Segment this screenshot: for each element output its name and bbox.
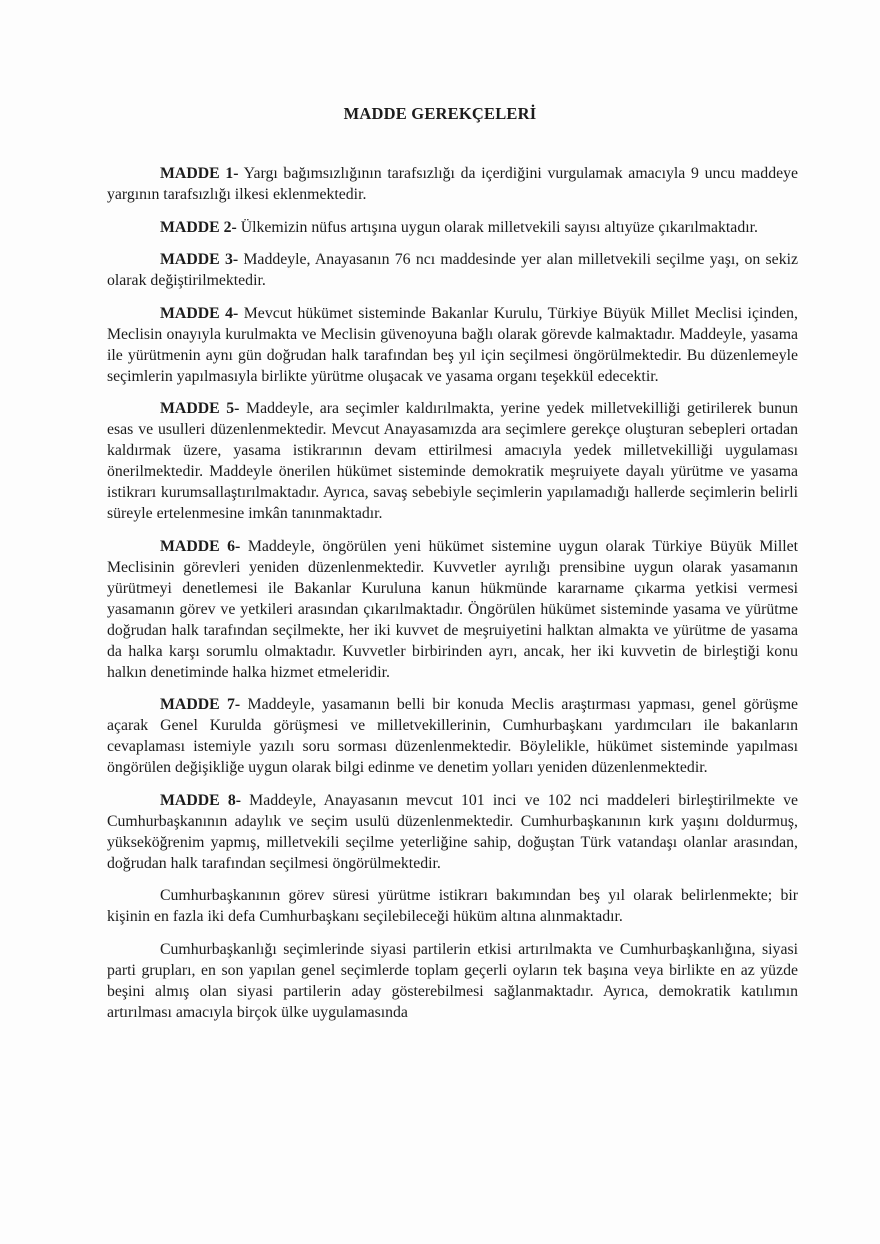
paragraph-text: Maddeyle, ara seçimler kaldırılmakta, yerine yedek milletvekilliği getirilerek bunun esas ve usulleri düzenlenmektedir. Mevcut Anayasamızda ara seçimlere gerekçe oluşturan sebepleri ortadan kaldırmak üzere, yasama istikrarının devam ettirilmesi amacıyla yedek milletvekilliği uygulaması önerilmektedir. Maddeyle önerilen hükümet sisteminde demokratik meşruiyete dayalı yürütme ve yasama istikrarı kurumsallaştırılmaktadır. Ayrıca, savaş sebebiyle seçimlerin yapılamadığı hallerde seçimlerin belirli süreyle ertelenmesine imkân tanınmaktadır.: [107, 400, 798, 522]
paragraph-madde-1: [107, 163, 798, 205]
paragraph-text: Mevcut hükümet sisteminde Bakanlar Kurulu, Türkiye Büyük Millet Meclisi içinden, Meclisin onayıyla kurulmakta ve Meclisin güvenoyuna bağlı olarak görevde kalmaktadır. Maddeyle, yasama ile yürütmenin aynı gün doğrudan halk tarafından beş yıl için seçilmesi öngörülmektedir. Bu düzenlemeyle seçimlerin yapılmasıyla birlikte yürütme oluşacak ve yasama organı teşekkül edecektir.: [107, 304, 799, 385]
paragraph-madde-8-candidacy: [107, 939, 798, 1023]
paragraph-madde-4: [107, 303, 798, 387]
paragraph-text: Maddeyle, Anayasanın mevcut 101 inci ve 102 nci maddeleri birleştirilmekte ve Cumhurbaşkanının adaylık ve seçim usulü düzenlenmektedir. Cumhurbaşkanının kırk yaşını doldurmuş, yükseköğrenim yapmış, milletvekili seçilme yeterliğine sahip, doğuştan Türk vatandaşı olanlar arasından, doğrudan halk tarafından seçilmesi öngörülmektedir.: [107, 791, 798, 872]
paragraph-madde-8-term: [107, 885, 798, 927]
paragraph-text: Cumhurbaşkanının görev süresi yürütme istikrarı bakımından beş yıl olarak belirlenmekte; bir kişinin en fazla iki defa Cumhurbaşkanı seçilebileceği hüküm altına alınmaktadır.: [107, 887, 798, 925]
article-heading: MADDE 1-: [160, 165, 239, 182]
article-heading: MADDE 5-: [160, 400, 240, 417]
paragraph-madde-7: [107, 694, 798, 778]
paragraph-madde-8: [107, 790, 798, 874]
paragraph-text: Ülkemizin nüfus artışına uygun olarak milletvekili sayısı altıyüze çıkarılmaktadır.: [236, 218, 758, 236]
paragraph-text: Maddeyle, yasamanın belli bir konuda Meclis araştırması yapması, genel görüşme açarak Genel Kurulda görüşmesi ve milletvekillerinin, Cumhurbaşkanı yardımcıları ile bakanların cevaplaması istemiyle yazılı soru sorması düzenlenmektedir. Böylelikle, hükümet sisteminde yapılması öngörülen değişikliğe uygun olarak bilgi edinme ve denetim yolları yeniden düzenlenmektedir.: [107, 696, 798, 776]
paragraph-madde-6: [107, 536, 798, 683]
paragraph-text: Cumhurbaşkanlığı seçimlerinde siyasi partilerin etkisi artırılmakta ve Cumhurbaşkanlığına, siyasi parti grupları, en son yapılan genel seçimlerde toplam geçerli oyların tek başına veya birlikte en az yüzde beşini almış olan siyasi partilerin aday gösterebilmesi sağlanmaktadır. Ayrıca, demokratik katılımın artırılması amacıyla birçok ülke uygulamasında: [107, 940, 798, 1021]
document-title: MADDE GEREKÇELERİ: [343, 104, 537, 123]
article-heading: MADDE 2-: [160, 218, 237, 236]
article-heading: MADDE 8-: [160, 791, 241, 809]
paragraph-text: Maddeyle, öngörülen yeni hükümet sistemine uygun olarak Türkiye Büyük Millet Meclisinin görevleri yeniden düzenlenmektedir. Kuvvetler ayrılığı prensibine uygun olarak yasamanın yürütmeyi denetlemesi ile Bakanlar Kuruluna kanun hükmünde kararname çıkarma yetkisi vermesi yasamanın görev ve yetkileri arasından çıkarılmaktadır. Öngörülen hükümet sisteminde yasama ve yürütme doğrudan halk tarafından seçilmekte, her iki kuvvet de meşruiyetini halktan almakta ve yürütme de yasama da halka karşı sorumlu olmaktadır. Kuvvetler birbirinden ayrı, ancak, her iki kuvvetin de birleştiği konu halkın denetiminde halka hizmet etmeleridir.: [107, 537, 798, 681]
article-heading: MADDE 7-: [160, 696, 241, 713]
paragraph-text: Maddeyle, Anayasanın 76 ncı maddesinde yer alan milletvekili seçilme yaşı, on sekiz olarak değiştirilmektedir.: [107, 251, 798, 289]
article-heading: MADDE 4-: [160, 304, 239, 322]
paragraph-madde-3: [107, 249, 798, 291]
article-heading: MADDE 6-: [160, 537, 241, 555]
paragraph-text: Yargı bağımsızlığının tarafsızlığı da içerdiğini vurgulamak amacıyla 9 uncu maddeye yargının tarafsızlığı ilkesi eklenmektedir.: [107, 165, 799, 203]
document-body: [107, 163, 798, 1034]
article-heading: MADDE 3-: [160, 251, 239, 268]
paragraph-madde-5: [107, 398, 798, 524]
paragraph-madde-2: [107, 217, 798, 238]
